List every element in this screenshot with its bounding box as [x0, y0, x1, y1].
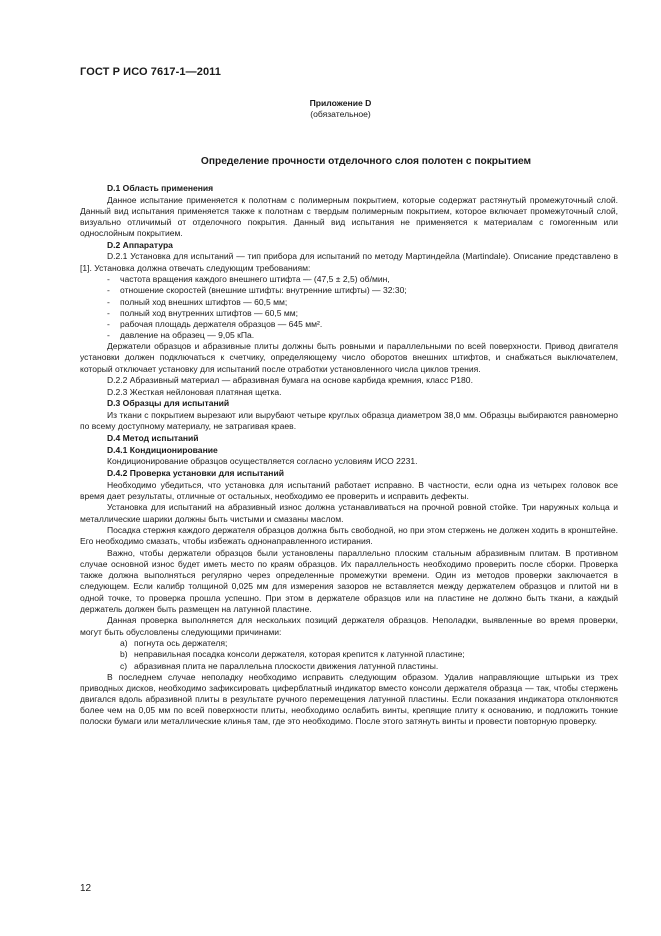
list-item: c) абразивная плита не параллельна плоскости движения латунной пластины. [120, 660, 439, 671]
list-item: a) погнута ось держателя; [120, 638, 228, 649]
paragraph: Важно, чтобы держатели образцов были установлены параллельно плоским стальным абразивным плитам. В противном случае основной износ будет иметь место по краям образцов. Их параллельность необходимо проверить после сборки. Проверка также должна выполняться регулярно через определенные промежутки времени. Один из методов проверки заключается в следующем. Если калибр толщиной 0,025 мм для измерения зазоров не вставляется между держателем образцов и плитой ни в одной точке, то проверка прошла успешно. При этом в держателе образцов или на пластине не должно быть ткани, а каждый держатель должен быть размещен на латунной пластине. [80, 548, 618, 614]
paragraph: Держатели образцов и абразивные плиты должны быть ровными и параллельными по всей поверхности. Привод двигателя установки должен подключаться к счетчику, определяющему число оборотов внешних штифтов, и снабжаться выключателем, который отключает установку для испытаний после отработки установленного числа циклов трения. [80, 341, 618, 374]
list-dash: - [107, 307, 110, 318]
main-title: Определение прочности отделочного слоя полотен с покрытием [200, 156, 532, 167]
paragraph: Установка для испытаний на абразивный износ должна устанавливаться на прочной ровной стойке. Три наружных кольца и металлические шарики должны быть чистыми и смазаны маслом. [80, 502, 618, 524]
paragraph: Кондиционирование образцов осуществляется согласно условиям ИСО 2231. [107, 456, 418, 467]
paragraph: В последнем случае неполадку необходимо исправить следующим образом. Удалив направляющие штырьки из трех приводных дисков, необходимо зафиксировать циферблатный индикатор вместо консоли держателя образца — так, чтобы стержень двигался вдоль абразивной плиты в результате ручного перемещения латунной пластины. Если показания индикатора отклоняются более чем на 0,05 мм по всей поверхности плиты, необходимо ослабить винты, крепящие плиту к основанию, и подложить тонкие полоски бумаги или металлические клинья там, где это необходимо. После этого затянуть винты и провести повторную проверку. [80, 671, 618, 727]
list-marker: a) [120, 638, 128, 649]
list-item: b) неправильная посадка консоли держателя, которая крепится к латунной пластине; [120, 649, 465, 660]
list-dash: - [107, 296, 110, 307]
list-item: - отношение скоростей (внешние штифты: внутренние штифты) — 32:30; [107, 285, 407, 296]
paragraph: D.2.1 Установка для испытаний — тип прибора для испытаний по методу Мартиндейла (Martindale). Описание представлено в [1]. Установка должна отвечать следующим требованиям: [80, 251, 618, 273]
annex-title: Приложение D [309, 98, 372, 108]
list-dash: - [107, 330, 110, 341]
list-marker: b) [120, 649, 128, 660]
paragraph: Из ткани с покрытием вырезают или вырубают четыре круглых образца диаметром 38,0 мм. Образцы выбираются равномерно по всему доступному материалу, не затрагивая краев. [80, 410, 618, 432]
list-item: - полный ход внешних штифтов — 60,5 мм; [107, 296, 288, 307]
section-heading: D.2 Аппаратура [107, 239, 173, 250]
paragraph: Данное испытание применяется к полотнам с полимерным покрытием, которые содержат растянутый промежуточный слой. Данный вид испытания применяется также к полотнам с твердым полимерным покрытием, которое включает промежуточный слой, визуально отличимый от отделочного покрытия. Данный вид испытания не применяется к материалам с гомогенным или однослойным покрытием. [80, 194, 618, 239]
subsection-heading: D.4.2 Проверка установки для испытаний [107, 467, 284, 478]
list-marker: c) [120, 660, 128, 671]
document-body [80, 183, 618, 728]
annex-label [0, 98, 661, 120]
paragraph: Посадка стержня каждого держателя образцов должна быть свободной, но при этом стержень не должен ходить в кронштейне. Его необходимо смазать, чтобы избежать однонаправленного истирания. [80, 525, 618, 547]
paragraph: D.2.2 Абразивный материал — абразивная бумага на основе карбида кремния, класс P180. [107, 375, 473, 386]
list-dash: - [107, 285, 110, 296]
section-heading: D.3 Образцы для испытаний [107, 398, 230, 409]
list-item: - частота вращения каждого внешнего штифта — (47,5 ± 2,5) об/мин, [107, 274, 390, 285]
annex-status: (обязательное) [310, 109, 371, 119]
paragraph: D.2.3 Жесткая нейлоновая платяная щетка. [107, 386, 282, 397]
page-number: 12 [80, 883, 92, 894]
list-dash: - [107, 318, 110, 329]
subsection-heading: D.4.1 Кондиционирование [107, 444, 218, 455]
list-item: - рабочая площадь держателя образцов — 645 мм². [107, 318, 323, 329]
section-heading: D.4 Метод испытаний [107, 432, 199, 443]
list-item: - давление на образец — 9,05 кПа. [107, 330, 255, 341]
paragraph: Необходимо убедиться, что установка для испытаний работает исправно. В частности, если одна из четырех головок все время дает результаты, отличные от остальных, необходимо ее проверить и исправить дефекты. [80, 479, 618, 501]
section-heading: D.1 Область применения [107, 183, 214, 193]
paragraph: Данная проверка выполняется для нескольких позиций держателя образцов. Неполадки, выявленные во время проверки, могут быть обусловлены следующими причинами: [80, 615, 618, 637]
list-dash: - [107, 274, 110, 285]
document-code: ГОСТ Р ИСО 7617-1—2011 [80, 66, 221, 78]
list-item: - полный ход внутренних штифтов — 60,5 мм; [107, 307, 299, 318]
